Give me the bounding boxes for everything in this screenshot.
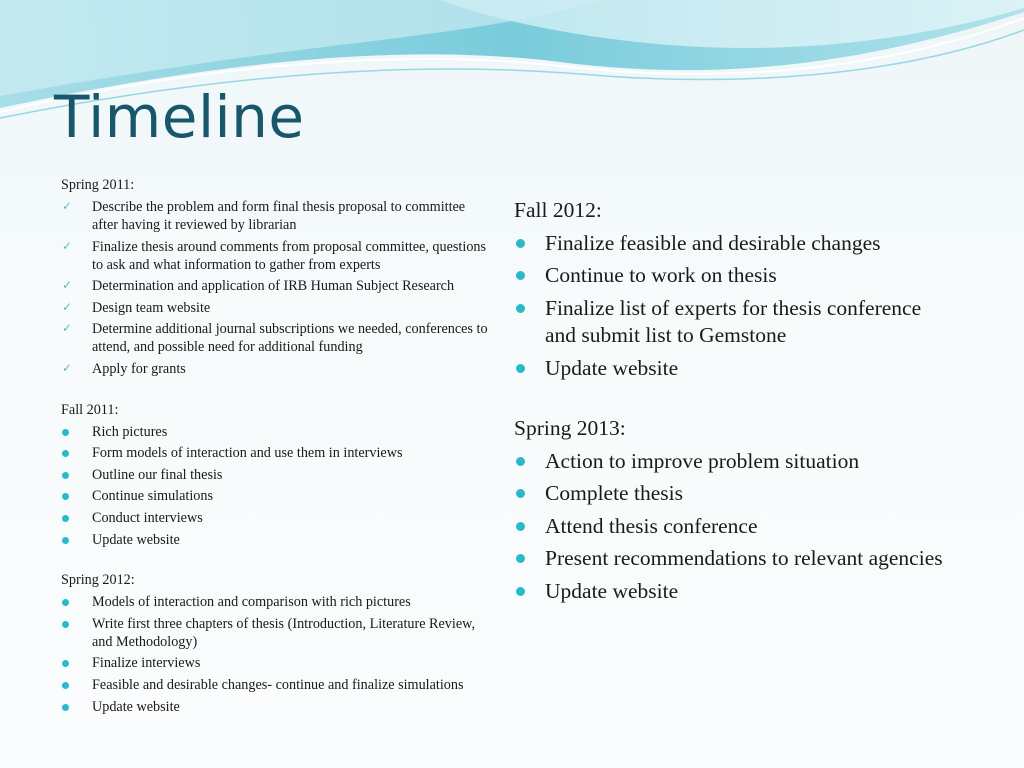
bullet-dot-icon <box>62 682 69 689</box>
bullet-dot-icon <box>62 515 69 522</box>
list-fall-2011 <box>61 423 491 549</box>
bullet-dot-icon <box>516 489 525 498</box>
bullet-dot-icon <box>62 472 69 479</box>
bullet-dot-icon <box>516 239 525 248</box>
list-item: Form models of interaction and use them in interviews <box>61 444 491 462</box>
list-item: ✓ Determination and application of IRB Human Subject Research <box>62 278 455 295</box>
section-heading-spring-2011: Spring 2011: <box>61 177 135 193</box>
checkmark-icon: ✓ <box>62 199 73 213</box>
page-title: Timeline <box>54 83 305 151</box>
section-heading-fall-2011: Fall 2011: <box>61 401 119 418</box>
section-heading-spring-2013: Spring 2013: <box>514 416 626 440</box>
checkmark-icon: ✓ <box>62 321 73 336</box>
bullet-dot-icon <box>62 429 69 436</box>
bullet-dot-icon <box>62 493 69 500</box>
checklist-spring-2011 <box>61 198 491 378</box>
bullet-dot-icon <box>516 587 525 596</box>
checkmark-icon: ✓ <box>62 278 73 293</box>
list-item: Action to improve problem situation <box>514 448 954 476</box>
list-item: Finalize list of experts for thesis conference and submit list to Gemstone <box>514 295 954 350</box>
list-spring-2013 <box>514 448 954 606</box>
list-fall-2012 <box>514 230 954 383</box>
bullet-dot-icon <box>62 621 69 628</box>
list-item: Finalize feasible and desirable changes <box>514 230 954 258</box>
list-item: Update website <box>61 531 491 549</box>
list-item: ✓ Apply for grants <box>62 360 186 377</box>
bullet-dot-icon <box>516 554 525 563</box>
list-item: ✓ Design team website <box>62 299 211 316</box>
list-item: Finalize interviews <box>61 654 491 672</box>
bullet-dot-icon <box>62 537 69 544</box>
list-item: Continue to work on thesis <box>514 262 954 290</box>
list-spring-2012 <box>61 593 491 715</box>
right-column <box>514 197 954 610</box>
list-item: Write first three chapters of thesis (Introduction, Literature Review, and Methodology) <box>61 615 491 651</box>
list-item: Conduct interviews <box>61 509 491 527</box>
list-item: Present recommendations to relevant agencies <box>514 545 954 573</box>
bullet-dot-icon <box>62 704 69 711</box>
list-item: Attend thesis conference <box>514 513 954 541</box>
list-item: ✓ Determine additional journal subscriptions we needed, conferences to attend, and possible need for additional funding <box>62 321 488 356</box>
bullet-dot-icon <box>62 450 69 457</box>
list-item: Outline our final thesis <box>61 466 491 484</box>
bullet-dot-icon <box>516 522 525 531</box>
section-heading-fall-2012: Fall 2012: <box>514 198 602 222</box>
list-item: Update website <box>514 355 954 383</box>
list-item: Rich pictures <box>61 423 491 441</box>
list-item: Models of interaction and comparison with rich pictures <box>61 593 491 611</box>
checkmark-icon: ✓ <box>62 238 73 253</box>
list-item: Continue simulations <box>61 487 491 505</box>
bullet-dot-icon <box>516 364 525 373</box>
list-item: Feasible and desirable changes- continue and finalize simulations <box>61 676 491 694</box>
left-column <box>61 176 491 719</box>
bullet-dot-icon <box>516 271 525 280</box>
bullet-dot-icon <box>62 660 69 667</box>
list-item: Complete thesis <box>514 480 954 508</box>
bullet-dot-icon <box>516 304 525 313</box>
list-item: ✓ Describe the problem and form final thesis proposal to committee after having it reviewed by librarian <box>62 199 466 233</box>
checkmark-icon: ✓ <box>62 360 73 375</box>
bullet-dot-icon <box>62 599 69 606</box>
list-item: Update website <box>61 698 491 716</box>
list-item: ✓ Finalize thesis around comments from proposal committee, questions to ask and what information to gather from experts <box>62 238 487 273</box>
list-item: Update website <box>514 578 954 606</box>
checkmark-icon: ✓ <box>62 299 73 314</box>
bullet-dot-icon <box>516 457 525 466</box>
section-heading-spring-2012: Spring 2012: <box>61 572 135 589</box>
